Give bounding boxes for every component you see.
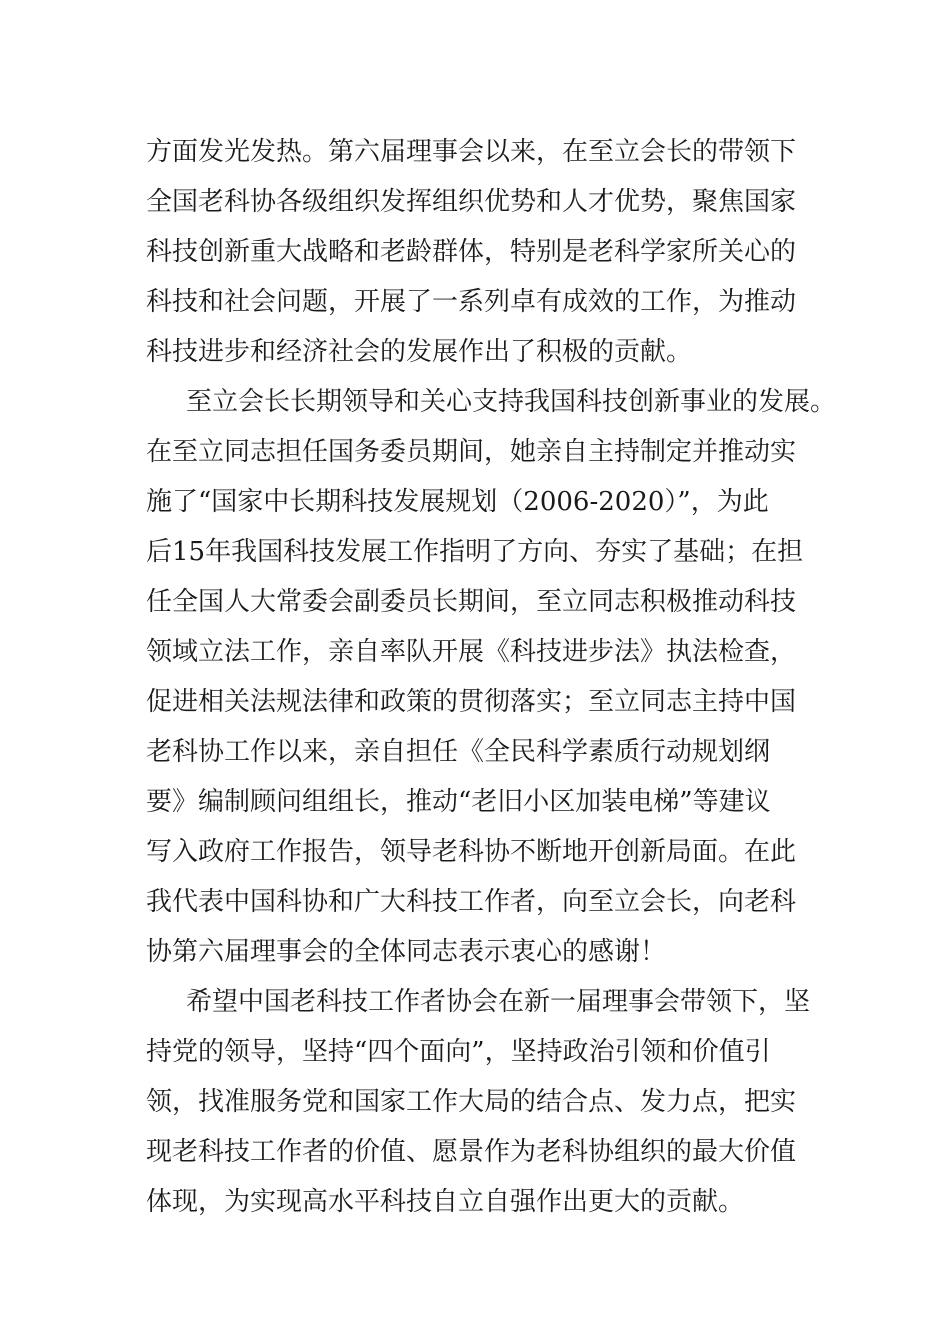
text-line: 老科协工作以来，亲自担任《全民科学素质行动规划纲	[146, 737, 771, 767]
text-line: 科技创新重大战略和老龄群体，特别是老科学家所关心的	[146, 237, 797, 267]
text-line: 后15年我国科技发展工作指明了方向、夯实了基础；在担	[146, 537, 804, 567]
text-line: 我代表中国科协和广大科技工作者，向至立会长，向老科	[146, 887, 797, 917]
text-line: 体现，为实现高水平科技自立自强作出更大的贡献。	[146, 1187, 745, 1217]
text-line: 方面发光发热。第六届理事会以来，在至立会长的带领下	[146, 137, 797, 167]
text-line: 全国老科协各级组织发挥组织优势和人才优势，聚焦国家	[146, 187, 797, 217]
text-line: 要》编制顾问组组长，推动“老旧小区加装电梯”等建议	[146, 787, 771, 817]
text-line: 促进相关法规法律和政策的贯彻落实；至立同志主持中国	[146, 687, 797, 717]
text-line: 科技进步和经济社会的发展作出了积极的贡献。	[146, 337, 693, 367]
text-line: 在至立同志担任国务委员期间，她亲自主持制定并推动实	[146, 437, 797, 467]
text-line: 协第六届理事会的全体同志表示衷心的感谢！	[146, 937, 667, 967]
paragraph-first-line: 至立会长长期领导和关心支持我国科技创新事业的发展。	[186, 387, 837, 417]
text-line: 科技和社会问题，开展了一系列卓有成效的工作，为推动	[146, 287, 797, 317]
text-line: 领，找准服务党和国家工作大局的结合点、发力点，把实	[146, 1087, 797, 1117]
text-line: 任全国人大常委会副委员长期间，至立同志积极推动科技	[146, 587, 797, 617]
paragraph-first-line: 希望中国老科技工作者协会在新一届理事会带领下，坚	[186, 987, 811, 1017]
text-line: 现老科技工作者的价值、愿景作为老科协组织的最大价值	[146, 1137, 797, 1167]
text-line: 持党的领导，坚持“四个面向”，坚持政治引领和价值引	[146, 1037, 771, 1067]
text-line: 写入政府工作报告，领导老科协不断地开创新局面。在此	[146, 837, 797, 867]
text-line: 施了“国家中长期科技发展规划（2006-2020）”，为此	[146, 487, 769, 517]
text-line: 领域立法工作，亲自率队开展《科技进步法》执法检查，	[146, 637, 797, 667]
